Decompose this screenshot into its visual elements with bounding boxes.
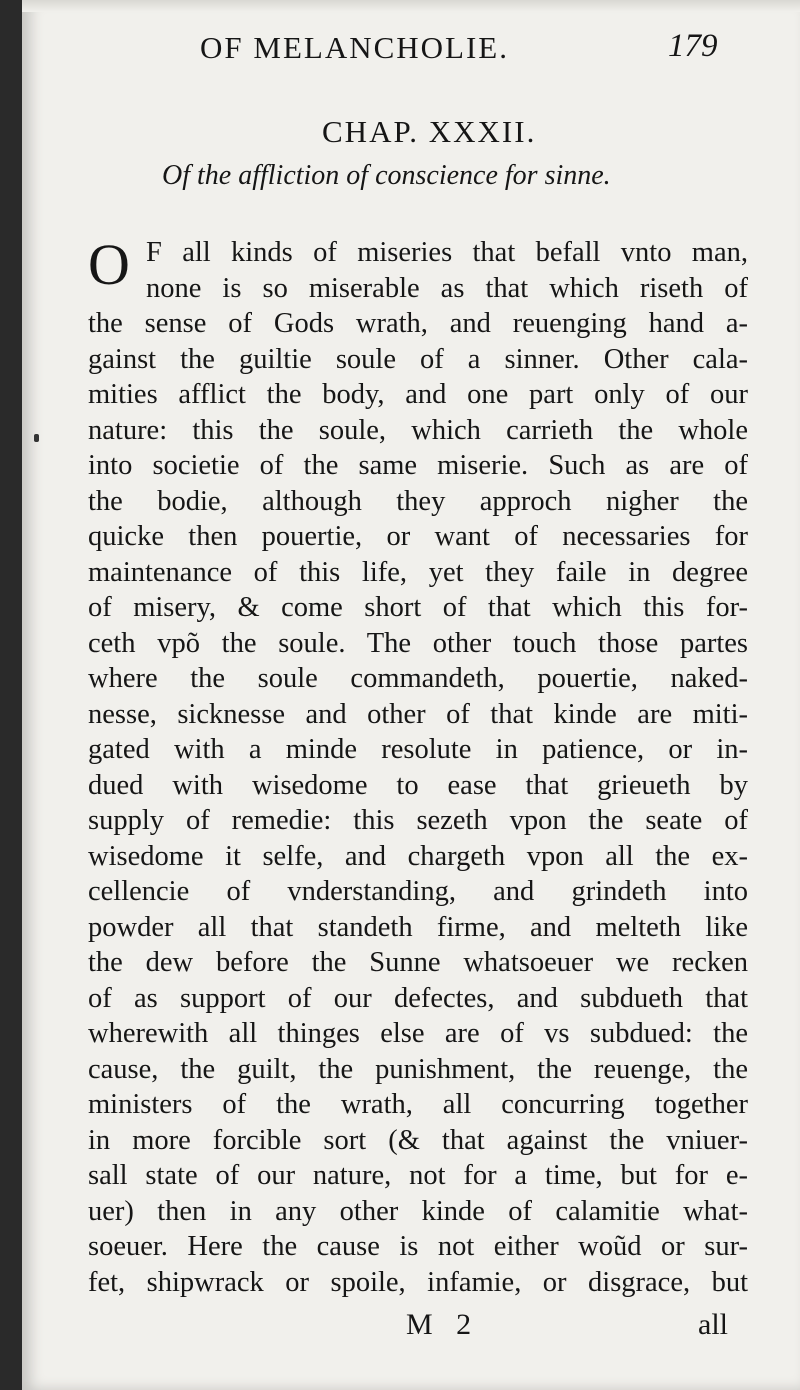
text-line: maintenance of this life, yet they faile in degree — [88, 556, 748, 588]
text-line: ministers of the wrath, all concurring together — [88, 1089, 748, 1120]
text-line: wisedome it selfe, and chargeth vpon all the ex- — [88, 840, 748, 872]
text-line: where the soule commandeth, pouertie, naked- — [88, 663, 748, 694]
text-line: wherewith all thinges else are of vs subdued: the — [88, 1018, 748, 1049]
text-line: supply of remedie: this sezeth vpon the seate of — [88, 805, 748, 836]
page-number: 179 — [668, 28, 718, 64]
text-line: fet, shipwrack or spoile, infamie, or disgrace, but — [88, 1266, 748, 1298]
text-line: nature: this the soule, which carrieth the whole — [88, 414, 748, 446]
text-line: soeuer. Here the cause is not either woũd or sur- — [88, 1231, 748, 1262]
chapter-heading: CHAP. XXXII. — [322, 114, 537, 149]
text-line: sall state of our nature, not for a time, but for e- — [88, 1160, 748, 1191]
book-page — [22, 0, 800, 1390]
text-line: powder all that standeth firme, and melteth like — [88, 911, 748, 943]
text-line: cellencie of vnderstanding, and grindeth into — [88, 876, 748, 907]
text-line: nesse, sicknesse and other of that kinde are miti- — [88, 698, 748, 730]
text-line: cause, the guilt, the punishment, the reuenge, the — [88, 1053, 748, 1085]
text-line: the bodie, although they approch nigher the — [88, 485, 748, 517]
text-line: mities afflict the body, and one part only of our — [88, 379, 748, 410]
text-line: ceth vpõ the soule. The other touch those partes — [88, 627, 748, 659]
text-line: F all kinds of miseries that befall vnto man, — [146, 237, 748, 268]
signature-mark: M 2 — [406, 1308, 480, 1341]
text-line: into societie of the same miserie. Such as are of — [88, 450, 748, 481]
ink-mark — [34, 434, 39, 442]
page-edge — [22, 0, 800, 12]
text-line: the dew before the Sunne whatsoeuer we recken — [88, 947, 748, 978]
text-line: gainst the guiltie soule of a sinner. Other cala- — [88, 343, 748, 375]
text-line: the sense of Gods wrath, and reuenging hand a- — [88, 308, 748, 339]
text-line: gated with a minde resolute in patience, or in- — [88, 734, 748, 765]
text-line: of as support of our defectes, and subdueth that — [88, 982, 748, 1014]
running-head: OF MELANCHOLIE. — [200, 30, 509, 65]
text-line: quicke then pouertie, or want of necessaries for — [88, 521, 748, 552]
drop-initial: O — [88, 232, 130, 297]
catchword: all — [698, 1308, 728, 1341]
text-line: of misery, & come short of that which this for- — [88, 592, 748, 623]
chapter-subtitle: Of the affliction of conscience for sinne. — [162, 160, 611, 191]
text-line: in more forcible sort (& that against the vniuer- — [88, 1124, 748, 1156]
text-line: none is so miserable as that which riseth of — [146, 272, 748, 304]
text-line: dued with wisedome to ease that grieueth by — [88, 769, 748, 801]
text-line: uer) then in any other kinde of calamitie what- — [88, 1195, 748, 1227]
